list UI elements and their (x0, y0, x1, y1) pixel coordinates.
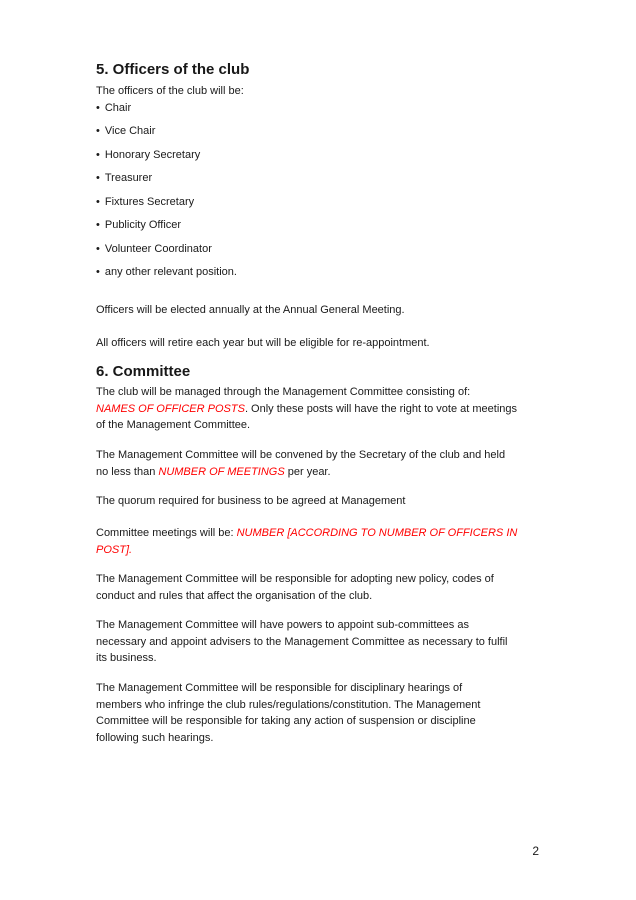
officer-bullet-item (96, 100, 556, 117)
committee-convened-paragraph (96, 447, 556, 480)
officer-bullet-item (96, 217, 556, 234)
officer-bullet-item (96, 241, 556, 258)
officer-label: Treasurer (104, 172, 153, 184)
bullet-icon: • (96, 242, 100, 255)
text-line: necessary and appoint advisers to the Management Committee as necessary to fulfil (96, 635, 508, 648)
text-run: . Only these posts will have the right to vote at meetings (244, 402, 518, 415)
officer-label: any other relevant position. (104, 266, 237, 278)
committee-quorum-number-paragraph (96, 525, 556, 558)
text-line (96, 464, 556, 481)
section-6-heading: 6. Committee (96, 363, 191, 380)
committee-managed-paragraph (96, 384, 556, 434)
text-line: The Management Committee will be responsible for adopting new policy, codes of (96, 573, 494, 585)
officer-bullet-item (96, 170, 556, 187)
bullet-icon: • (96, 148, 100, 161)
officer-label: Chair (104, 101, 132, 114)
bullet-icon: • (96, 219, 100, 231)
text-line (96, 525, 556, 542)
text-line: its business. (96, 652, 157, 664)
officer-bullet-item (96, 194, 556, 211)
placeholder-number-of-meetings: NUMBER OF MEETINGS (158, 465, 285, 478)
bullet-icon: • (96, 101, 100, 114)
text-line: Committee will be responsible for taking any action of suspension or discipline (96, 715, 476, 727)
officer-label: Publicity Officer (104, 219, 182, 231)
committee-discipline-paragraph (96, 680, 556, 746)
text-line: conduct and rules that affect the organisation of the club. (96, 589, 373, 602)
bullet-icon: • (96, 266, 100, 278)
text-line: The Management Committee will be convened by the Secretary of the club and held (96, 449, 506, 461)
bullet-icon: • (96, 125, 100, 137)
document-content (96, 60, 556, 746)
page-number: 2 (532, 844, 539, 858)
text-run: no less than (96, 465, 159, 478)
committee-subcommittees-paragraph (96, 617, 556, 667)
committee-policy-paragraph (96, 571, 556, 604)
placeholder-quorum-number-continued: POST]. (96, 543, 133, 556)
text-line: The Management Committee will have powers to appoint sub-committees as (96, 619, 469, 631)
officer-label: Volunteer Coordinator (104, 242, 212, 255)
text-line: members who infringe the club rules/regulations/constitution. The Management (96, 698, 481, 711)
text-line: of the Management Committee. (96, 419, 251, 431)
committee-quorum-paragraph: The quorum required for business to be agreed at Management (96, 495, 406, 507)
bullet-icon: • (96, 172, 100, 184)
officer-label: Honorary Secretary (104, 148, 201, 161)
officer-label: Fixtures Secretary (104, 195, 195, 208)
text-run: Committee meetings will be: (96, 527, 237, 539)
text-line: The club will be managed through the Management Committee consisting of: (96, 386, 471, 398)
text-line: The Management Committee will be responsible for disciplinary hearings of (96, 682, 463, 694)
section-5-heading: 5. Officers of the club (96, 61, 250, 78)
placeholder-officer-posts: NAMES OF OFFICER POSTS (96, 402, 245, 415)
officers-retire-paragraph: All officers will retire each year but will be eligible for re-appointment. (96, 337, 430, 349)
officer-bullet-item (96, 264, 556, 281)
officers-elected-paragraph: Officers will be elected annually at the Annual General Meeting. (96, 304, 405, 316)
bullet-icon: • (96, 195, 100, 208)
officer-bullet-item (96, 147, 556, 164)
placeholder-quorum-number: NUMBER [ACCORDING TO NUMBER OF OFFICERS IN (236, 527, 518, 539)
officer-label: Vice Chair (104, 125, 156, 137)
text-line: following such hearings. (96, 731, 214, 744)
text-run: per year. (284, 465, 331, 478)
officer-bullet-item (96, 123, 556, 140)
officers-intro: The officers of the club will be: (96, 85, 244, 97)
text-line (96, 401, 556, 418)
